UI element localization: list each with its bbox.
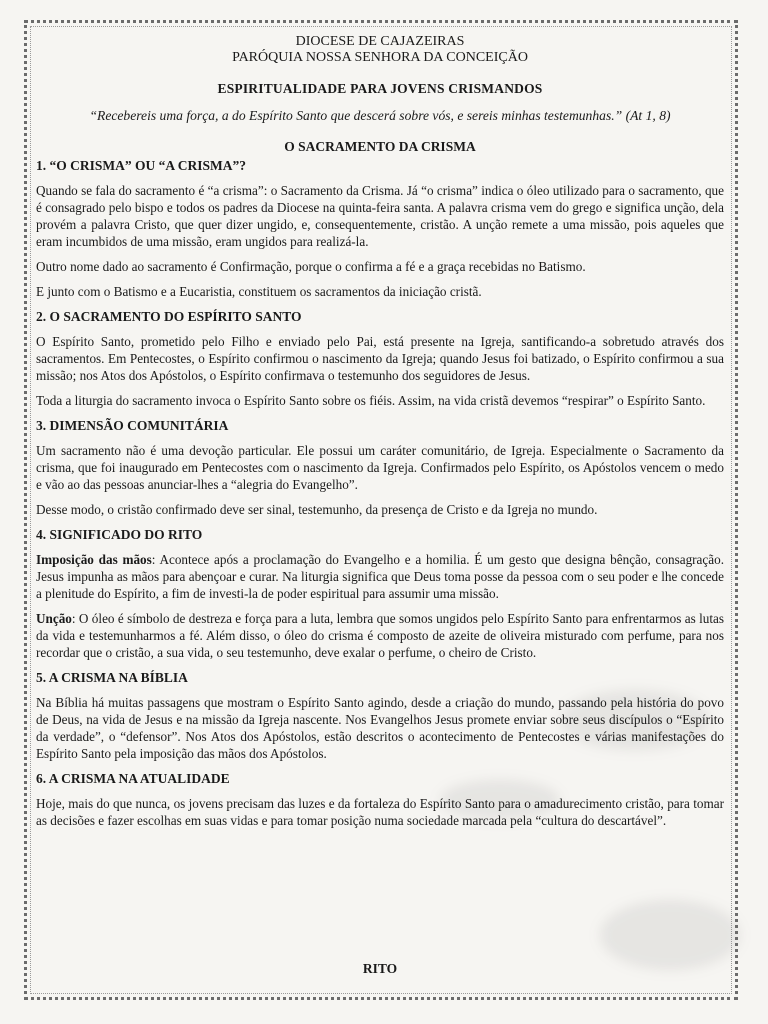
paragraph: Hoje, mais do que nunca, os jovens precisam das luzes e da fortaleza do Espírito Santo para o amadurecimento cristão, para tomar as decisões e fazer escolhas em suas vidas e para tomar posição numa sociedade marcada pela “cultura do descartável”. xyxy=(36,796,724,828)
paragraph: Na Bíblia há muitas passagens que mostram o Espírito Santo agindo, desde a criação do mundo, passando pela história do povo de Deus, na vida de Jesus e na missão da Igreja nascente. Nos Evangelhos Jesus promete enviar sobre seus discípulos o “Espírito da verdade”, o “defensor”. Nos Atos dos Apóstolos, estão descritos o acontecimento de Pentecostes e várias manifestações do Espírito Santo pela imposição das mãos dos Apóstolos. xyxy=(36,695,724,761)
section-heading: 6. A CRISMA NA ATUALIDADE xyxy=(36,771,230,786)
paragraph: O Espírito Santo, prometido pelo Filho e enviado pelo Pai, está presente na Igreja, santificando-a sobretudo através dos sacramentos. Em Pentecostes, o Espírito confirmou o nascimento da Igreja; quando Jesus foi batizado, o Espírito confirmou a sua missão; nos Atos dos Apóstolos, o Espírito confirmava o testemunho dos seguidores de Jesus. xyxy=(36,334,724,383)
document-body xyxy=(36,34,725,976)
diocese-name: DIOCESE DE CAJAZEIRAS xyxy=(295,34,465,49)
parish-name: PARÓQUIA NOSSA SENHORA DA CONCEIÇÃO xyxy=(232,50,528,65)
document-title: ESPIRITUALIDADE PARA JOVENS CRISMANDOS xyxy=(217,81,543,96)
epigraph-quote: “Recebereis uma força, a do Espírito Santo que descerá sobre vós, e sereis minhas testemunhas.” (At 1, 8) xyxy=(89,108,671,123)
section-heading: 2. O SACRAMENTO DO ESPÍRITO SANTO xyxy=(36,309,302,324)
next-page-heading: RITO xyxy=(362,961,398,976)
paragraph: Um sacramento não é uma devoção particular. Ele possui um caráter comunitário, de Igreja. Especialmente o Sacramento da crisma, que foi inaugurado em Pentecostes com o nascimento da Igreja. Confirmados pelo Espírito, os Apóstolos vencem o medo e vão ao das pessoas anunciar-lhes a “alegria do Evangelho”. xyxy=(36,443,724,492)
paragraph: Outro nome dado ao sacramento é Confirmação, porque o confirma a fé e a graça recebidas no Batismo. xyxy=(36,259,586,274)
section-heading: 3. DIMENSÃO COMUNITÁRIA xyxy=(36,418,229,433)
paragraph: E junto com o Batismo e a Eucaristia, constituem os sacramentos da iniciação cristã. xyxy=(36,284,482,299)
rite-item-term: Unção xyxy=(36,611,72,626)
section-heading: 4. SIGNIFICADO DO RITO xyxy=(36,527,203,542)
paragraph: Quando se fala do sacramento é “a crisma”: o Sacramento da Crisma. Já “o crisma” indica o óleo utilizado para o sacramento, que é consagrado pelo bispo e todos os padres da Diocese na quinta-feira santa. A palavra crisma vem do grego e significa unção, dela provém a palavra Cristo, que quer dizer ungido, e, consequentemente, cristão. A unção remete a uma missão, pois aqueles que eram incumbidos de uma missão, eram ungidos para realizá-la. xyxy=(36,183,724,249)
rite-item xyxy=(36,551,724,602)
paragraph: Desse modo, o cristão confirmado deve ser sinal, testemunho, da presença de Cristo e da Igreja no mundo. xyxy=(36,502,598,517)
rite-item-term: Imposição das mãos xyxy=(36,552,152,567)
rite-item-text: : O óleo é símbolo de destreza e força para a luta, lembra que somos ungidos pelo Espírito Santo para enfrentarmos as lutas da vida e testemunharmos a fé. Além disso, o óleo do crisma é composto de azeite de oliveira misturado com perfume, para nos recordar que o cristão, a sua vida, o seu testemunho, deve exalar o perfume, o cheiro de Cristo. xyxy=(36,611,724,660)
section-heading: 1. “O CRISMA” OU “A CRISMA”? xyxy=(36,158,247,173)
paragraph: Toda a liturgia do sacramento invoca o Espírito Santo sobre os fiéis. Assim, na vida cristã devemos “respirar” o Espírito Santo. xyxy=(36,393,706,408)
rite-item xyxy=(36,610,724,661)
main-title: O SACRAMENTO DA CRISMA xyxy=(284,139,476,154)
rite-item-text: : Acontece após a proclamação do Evangelho e a homilia. É um gesto que designa bênção, consagração. Jesus impunha as mãos para abençoar e curar. Na liturgia significa que Deus toma posse da pessoa com o seu poder e lhe concede a plenitude do Espírito, a fim de investi-la de poder espiritual para assumir uma missão. xyxy=(36,552,725,601)
section-heading: 5. A CRISMA NA BÍBLIA xyxy=(36,670,188,685)
